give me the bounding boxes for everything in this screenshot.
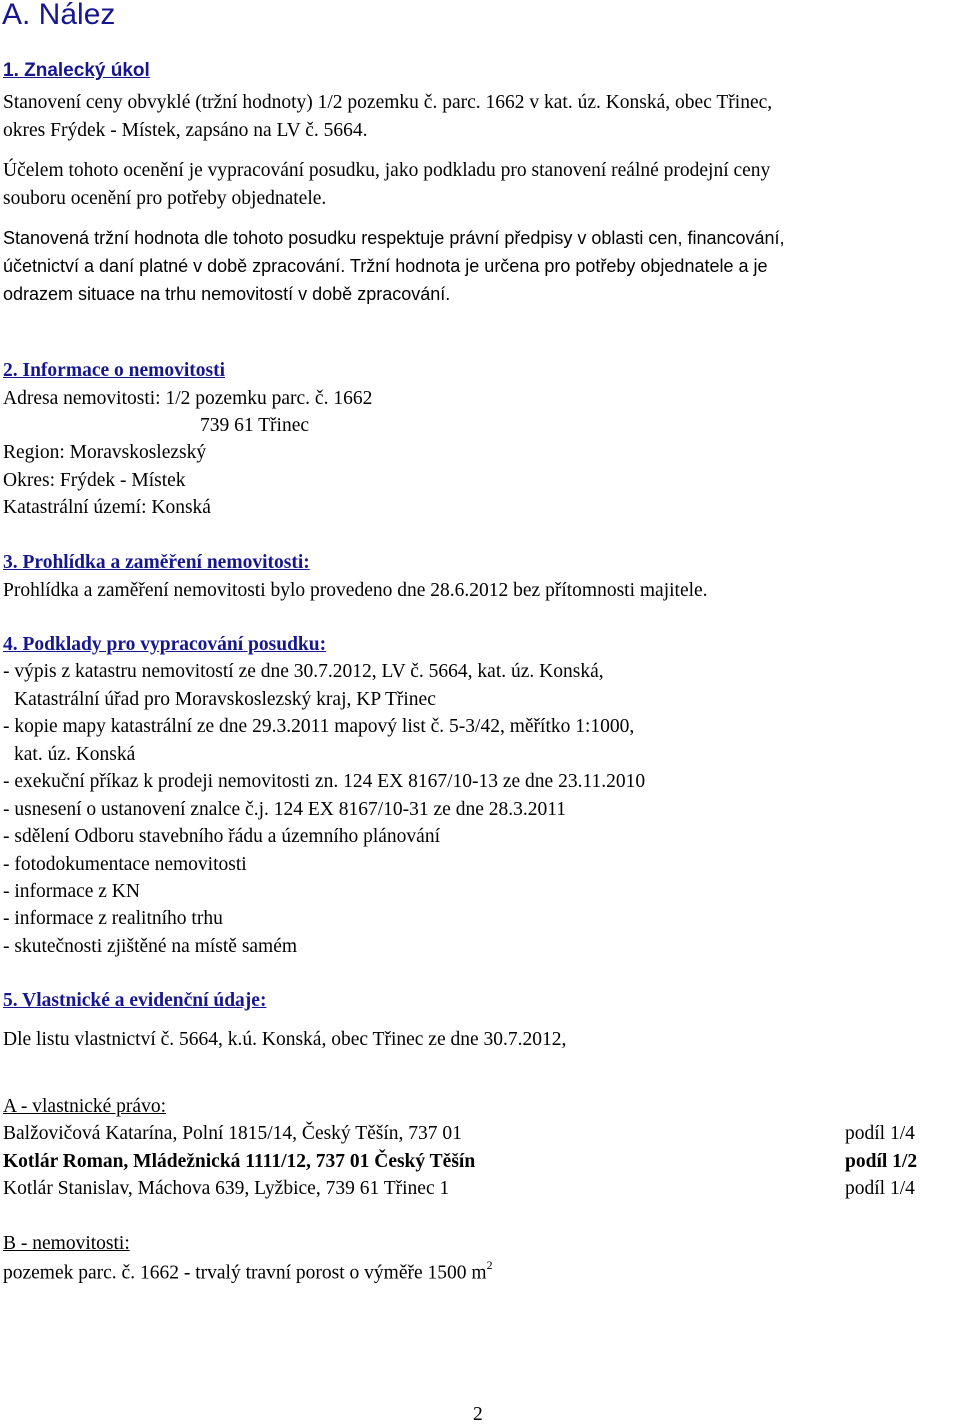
source-item: - výpis z katastru nemovitostí ze dne 30.7.2012, LV č. 5664, kat. úz. Konská, — [3, 661, 604, 682]
region-line: Region: Moravskoslezský — [3, 442, 207, 463]
ownership-rights-title: A - vlastnické právo: — [3, 1096, 166, 1117]
address-line: Adresa nemovitosti: 1/2 pozemku parc. č. 1662 — [3, 388, 373, 409]
address-city: 739 61 Třinec — [200, 415, 310, 436]
source-item: - informace z realitního trhu — [3, 908, 223, 929]
ownership-intro: Dle listu vlastnictví č. 5664, k.ú. Konská, obec Třinec ze dne 30.7.2012, — [3, 1029, 567, 1050]
source-item: - informace z KN — [3, 881, 140, 902]
section-2-title: 2. Informace o nemovitosti — [3, 360, 226, 381]
source-item: - fotodokumentace nemovitosti — [3, 854, 247, 875]
property-unit-superscript: 2 — [486, 1258, 493, 1272]
owner-share: podíl 1/4 — [845, 1123, 915, 1144]
s1-p3-line3: odrazem situace na trhu nemovitostí v době zpracování. — [3, 284, 451, 304]
section-5-title: 5. Vlastnické a evidenční údaje: — [3, 990, 267, 1011]
owner-name: Balžovičová Katarína, Polní 1815/14, Český Těšín, 737 01 — [3, 1123, 462, 1144]
s1-p3-line2: účetnictví a daní platné v době zpracování. Tržní hodnota je určena pro potřeby objednatele a je — [3, 256, 768, 276]
source-item: - usnesení o ustanovení znalce č.j. 124 EX 8167/10-31 ze dne 28.3.2011 — [3, 799, 567, 820]
section-3-title: 3. Prohlídka a zaměření nemovitosti: — [3, 552, 310, 573]
property-line — [3, 1260, 493, 1285]
source-item: - sdělení Odboru stavebního řádu a územního plánování — [3, 826, 441, 847]
s1-p2-line2: souboru ocenění pro potřeby objednatele. — [3, 188, 327, 209]
cadastral-line: Katastrální území: Konská — [3, 497, 211, 518]
page-number: 2 — [473, 1404, 483, 1425]
property-title: B - nemovitosti: — [3, 1233, 130, 1254]
source-item: - exekuční příkaz k prodeji nemovitosti zn. 124 EX 8167/10-13 ze dne 23.11.2010 — [3, 771, 646, 792]
owner-share: podíl 1/4 — [845, 1178, 915, 1199]
page-heading: A. Nález — [2, 0, 116, 31]
owner-name: Kotlár Roman, Mládežnická 1111/12, 737 01 Český Těšín — [3, 1151, 476, 1172]
property-text: pozemek parc. č. 1662 - trvalý travní porost o výměře 1500 m — [3, 1262, 487, 1284]
s1-p1-line2: okres Frýdek - Místek, zapsáno na LV č. 5664. — [3, 120, 368, 141]
owner-share: podíl 1/2 — [845, 1151, 918, 1172]
source-item: - skutečnosti zjištěné na místě samém — [3, 936, 298, 957]
okres-line: Okres: Frýdek - Místek — [3, 470, 186, 491]
s1-p2-line1: Účelem tohoto ocenění je vypracování posudku, jako podkladu pro stanovení reálné prodejní ceny — [3, 160, 771, 181]
section-4-title: 4. Podklady pro vypracování posudku: — [3, 634, 327, 655]
s1-p1-line1: Stanovení ceny obvyklé (tržní hodnoty) 1/2 pozemku č. parc. 1662 v kat. úz. Konská, obec Třinec, — [3, 92, 773, 113]
s1-p3-line1: Stanovená tržní hodnota dle tohoto posudku respektuje právní předpisy v oblasti cen, financování, — [3, 228, 785, 248]
section-1-title: 1. Znalecký úkol — [3, 60, 150, 81]
source-item-cont: Katastrální úřad pro Moravskoslezský kraj, KP Třinec — [14, 689, 436, 710]
source-item: - kopie mapy katastrální ze dne 29.3.2011 mapový list č. 5-3/42, měřítko 1:1000, — [3, 716, 635, 737]
source-item-cont: kat. úz. Konská — [14, 744, 136, 765]
owner-name: Kotlár Stanislav, Máchova 639, Lyžbice, 739 61 Třinec 1 — [3, 1178, 450, 1199]
inspection-text: Prohlídka a zaměření nemovitosti bylo provedeno dne 28.6.2012 bez přítomnosti majitele. — [3, 580, 708, 601]
